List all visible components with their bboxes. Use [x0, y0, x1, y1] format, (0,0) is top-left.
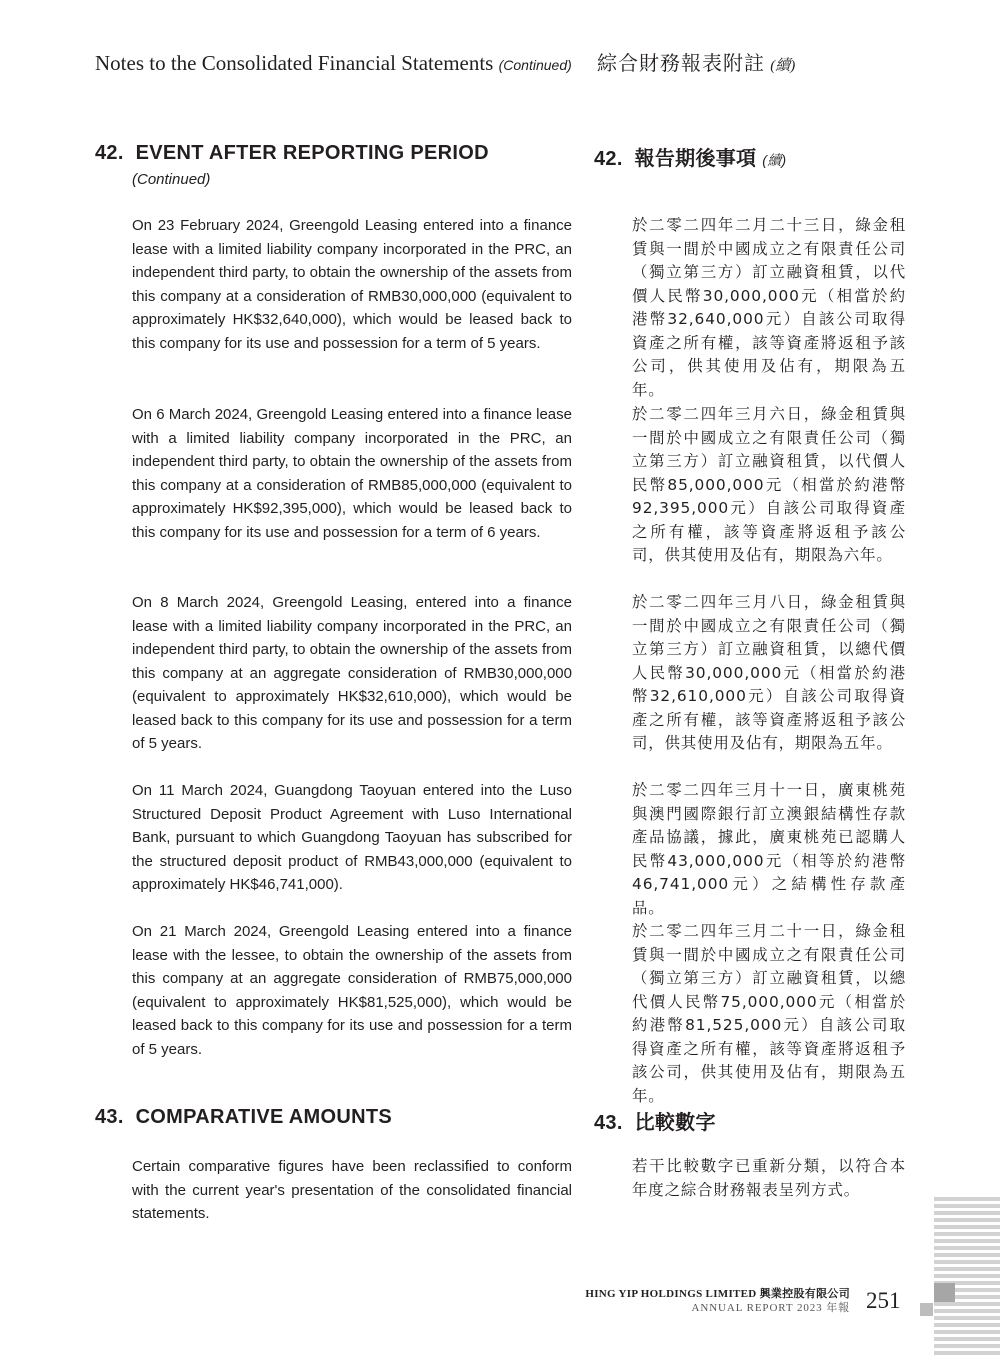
section-42-heading-en: [95, 142, 489, 165]
page-number: 251: [866, 1288, 901, 1313]
header-title-zh: 綜合財務報表附註: [597, 51, 766, 75]
section-42-number-zh: 42.: [594, 148, 623, 170]
header-continued-en: (Continued): [498, 57, 572, 73]
paragraph-43-en: Certain comparative figures have been reclassified to conform with the current year's presentation of the consolidated financial statements.: [132, 1158, 572, 1222]
paragraph-zh-1: 於二零二四年二月二十三日，綠金租賃與一間於中國成立之有限責任公司（獨立第三方）訂立融資租賃，以代價人民幣30,000,000元（相當於約港幣32,640,000元）自該公司取得資產之所有權，該等資產將返租予該公司，供其使用及佔有，期限為五年。: [632, 216, 906, 399]
footer-company: HING YIP HOLDINGS LIMITED 興業控股有限公司: [585, 1288, 850, 1300]
footer-report: ANNUAL REPORT 2023 年報: [691, 1302, 850, 1314]
section-42-title-zh: 報告期後事項: [634, 148, 757, 170]
section-43-heading-en: [95, 1106, 392, 1129]
section-42-heading-zh: [594, 142, 786, 171]
header-title-en: Notes to the Consolidated Financial Statements: [95, 51, 494, 75]
section-42-continued-en: (Continued): [132, 171, 211, 188]
paragraph-en-1: On 23 February 2024, Greengold Leasing entered into a finance lease with a limited liability company incorporated in the PRC, an independent third party, to obtain the ownership of the assets from this company at a consideration of RMB30,000,000 (equivalent to approximately HK$32,640,000), which would be leased back to this company for its use and possession for a term of 5 years.: [132, 217, 572, 352]
section-42-title: EVENT AFTER REPORTING PERIOD: [135, 142, 489, 164]
paragraph-zh-5: 於二零二四年三月二十一日，綠金租賃與一間於中國成立之有限責任公司（獨立第三方）訂立融資租賃，以總代價人民幣75,000,000元（相當於約港幣81,525,000元）自該公司取得資產之所有權，該等資產將返租予該公司，供其使用及佔有，期限為五年。: [632, 922, 906, 1105]
paragraph-zh-4: 於二零二四年三月十一日，廣東桃苑與澳門國際銀行訂立澳銀結構性存款產品協議，據此，廣東桃苑已認購人民幣43,000,000元（相等於約港幣46,741,000元）之結構性存款產品。: [632, 781, 906, 917]
section-43-title: COMPARATIVE AMOUNTS: [135, 1106, 392, 1128]
paragraph-en-2: On 6 March 2024, Greengold Leasing entered into a finance lease with a limited liability company incorporated in the PRC, an independent third party, to obtain the ownership of the assets from this company at a consideration of RMB85,000,000 (equivalent to approximately HK$92,395,000), which would be leased back to this company for its use and possession for a term of 6 years.: [132, 406, 572, 541]
section-43-heading-zh: [594, 1106, 716, 1135]
paragraph-zh-3: 於二零二四年三月八日，綠金租賃與一間於中國成立之有限責任公司（獨立第三方）訂立融資租賃，以總代價人民幣30,000,000元（相當於約港幣32,610,000元）自該公司取得資產之所有權，該等資產將返租予該公司，供其使用及佔有，期限為五年。: [632, 593, 906, 752]
decorative-square-light: [920, 1303, 933, 1316]
section-43-number: 43.: [95, 1106, 124, 1128]
section-42-number: 42.: [95, 142, 124, 164]
section-43-title-zh: 比較數字: [634, 1112, 716, 1134]
paragraph-43-zh: 若干比較數字已重新分類，以符合本年度之綜合財務報表呈列方式。: [632, 1157, 906, 1199]
page-header: [95, 47, 795, 76]
decorative-stripes: [934, 1197, 1000, 1357]
paragraph-en-4: On 11 March 2024, Guangdong Taoyuan entered into the Luso Structured Deposit Product Agreement with Luso International Bank, pursuant to which Guangdong Taoyuan has subscribed for the structured deposit product of RMB43,000,000 (equivalent to approximately HK$46,741,000).: [132, 782, 572, 893]
header-continued-zh: (續): [770, 58, 796, 74]
paragraph-en-3: On 8 March 2024, Greengold Leasing, entered into a finance lease with a limited liability company incorporated in the PRC, an independent third party, to obtain the ownership of the assets from this company at an aggregate consideration of RMB30,000,000 (equivalent to approximately HK$32,610,000), which would be leased back to this company for its use and possession for a term of 5 years.: [132, 594, 572, 752]
paragraph-zh-2: 於二零二四年三月六日，綠金租賃與一間於中國成立之有限責任公司（獨立第三方）訂立融資租賃，以代價人民幣85,000,000元（相當於約港幣92,395,000元）自該公司取得資產之所有權，該等資產將返租予該公司，供其使用及佔有，期限為六年。: [632, 405, 906, 564]
decorative-square-dark: [934, 1283, 955, 1302]
paragraph-en-5: On 21 March 2024, Greengold Leasing entered into a finance lease with the lessee, to obtain the ownership of the assets from this company at an aggregate consideration of RMB75,000,000 (equivalent to approximately HK$81,525,000), which would be leased back to this company for its use and possession for a term of 5 years.: [132, 923, 572, 1058]
section-43-number-zh: 43.: [594, 1112, 623, 1134]
section-42-continued-zh: (續): [762, 152, 787, 168]
